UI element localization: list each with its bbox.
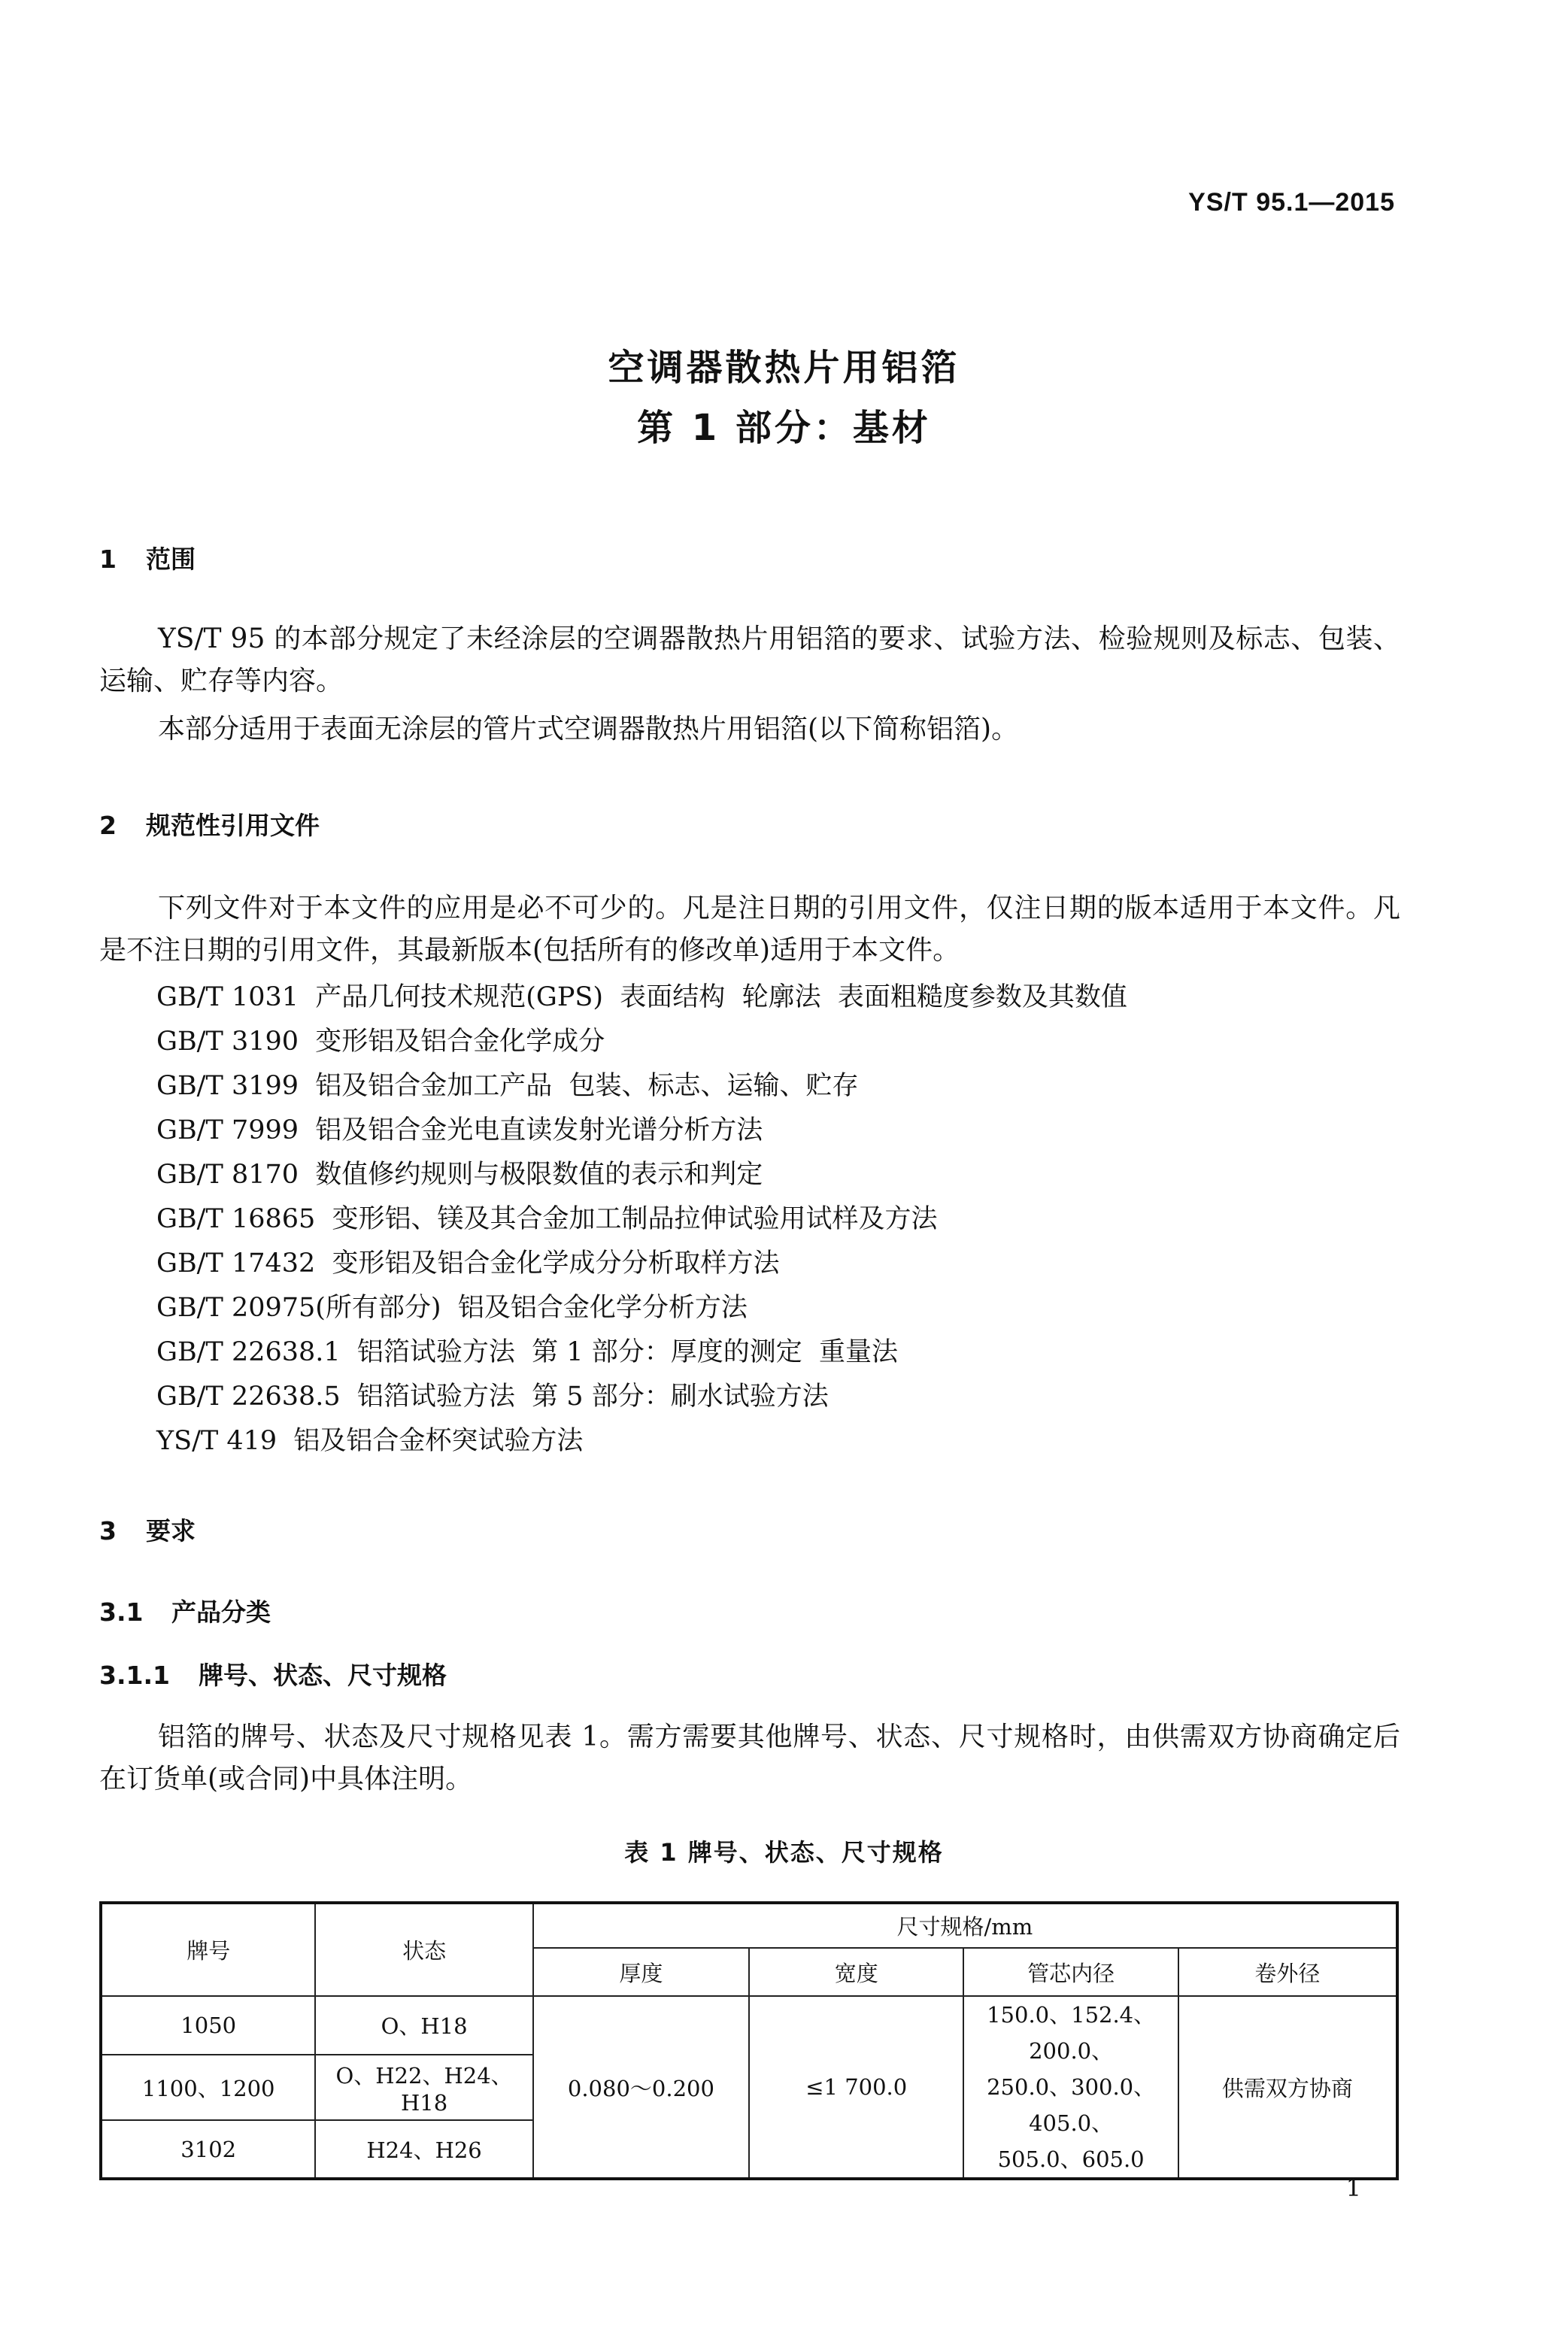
section-3-1-1-paragraph: 铝箔的牌号、状态及尺寸规格见表 1。需方需要其他牌号、状态、尺寸规格时，由供需双方协商确定后在订货单(或合同)中具体注明。 <box>99 1722 1400 1794</box>
header-core-inner-diameter: 管芯内径 <box>963 1948 1178 1996</box>
core-diameter-line: 150.0、152.4、200.0、 <box>987 2002 1156 2064</box>
document-subtitle: 第 1 部分：基材 <box>637 407 931 449</box>
header-width: 宽度 <box>749 1948 963 1996</box>
cell-thickness: 0.080～0.200 <box>533 1996 749 2179</box>
section-title: 规范性引用文件 <box>146 811 320 840</box>
spec-table <box>99 1901 1399 2180</box>
reference-item: GB/T 8170 数值修约规则与极限数值的表示和判定 <box>156 1160 763 1190</box>
cell-grade: 1050 <box>101 1996 315 2055</box>
header-temper: 状态 <box>315 1903 532 1996</box>
section-number: 2 <box>99 811 117 840</box>
cell-core-inner-diameter <box>963 1996 1178 2179</box>
table-caption: 表 1 牌号、状态、尺寸规格 <box>624 1838 944 1867</box>
section-number: 3.1 <box>99 1597 144 1627</box>
section-title: 范围 <box>146 545 196 574</box>
section-number: 3.1.1 <box>99 1661 170 1690</box>
reference-item: GB/T 3199 铝及铝合金加工产品 包装、标志、运输、贮存 <box>156 1071 859 1101</box>
cell-grade: 3102 <box>101 2120 315 2179</box>
reference-item: GB/T 22638.1 铝箔试验方法 第 1 部分：厚度的测定 重量法 <box>156 1337 898 1367</box>
table-row <box>101 1996 1397 2055</box>
cell-coil-outer-diameter: 供需双方协商 <box>1178 1996 1397 2179</box>
cell-temper: O、H22、H24、H18 <box>315 2055 532 2121</box>
header-thickness: 厚度 <box>533 1948 749 1996</box>
cell-temper: H24、H26 <box>315 2120 532 2179</box>
header-coil-outer-diameter: 卷外径 <box>1178 1948 1397 1996</box>
reference-item: GB/T 20975(所有部分) 铝及铝合金化学分析方法 <box>156 1293 748 1323</box>
section-number: 1 <box>99 545 117 574</box>
reference-item: GB/T 1031 产品几何技术规范(GPS) 表面结构 轮廓法 表面粗糙度参数及其数值 <box>156 982 1127 1012</box>
section-1-paragraph-1: YS/T 95 的本部分规定了未经涂层的空调器散热片用铝箔的要求、试验方法、检验规则及标志、包装、运输、贮存等内容。 <box>99 623 1400 696</box>
section-title: 牌号、状态、尺寸规格 <box>199 1661 447 1690</box>
reference-item: GB/T 3190 变形铝及铝合金化学成分 <box>156 1027 605 1057</box>
cell-width: ≤1 700.0 <box>749 1996 963 2179</box>
core-diameter-line: 505.0、605.0 <box>997 2146 1145 2172</box>
section-3-1-heading <box>99 1593 271 1628</box>
section-2-paragraph-1: 下列文件对于本文件的应用是必不可少的。凡是注日期的引用文件，仅注日期的版本适用于本文件。凡是不注日期的引用文件，其最新版本(包括所有的修改单)适用于本文件。 <box>99 893 1400 966</box>
page-number: 1 <box>1345 2174 1361 2202</box>
reference-item: GB/T 16865 变形铝、镁及其合金加工制品拉伸试验用试样及方法 <box>156 1204 938 1234</box>
document-title: 空调器散热片用铝箔 <box>608 347 960 389</box>
header-size-group: 尺寸规格/mm <box>533 1903 1397 1948</box>
section-1-heading <box>99 540 196 575</box>
reference-item: YS/T 419 铝及铝合金杯突试验方法 <box>156 1426 584 1456</box>
section-2-heading <box>99 806 320 842</box>
section-number: 3 <box>99 1516 117 1546</box>
section-title: 产品分类 <box>171 1597 271 1627</box>
standard-number: YS/T 95.1—2015 <box>1188 188 1395 217</box>
section-3-1-1-heading <box>99 1656 447 1691</box>
reference-item: GB/T 7999 铝及铝合金光电直读发射光谱分析方法 <box>156 1115 763 1145</box>
reference-item: GB/T 17432 变形铝及铝合金化学成分分析取样方法 <box>156 1248 780 1279</box>
reference-item: GB/T 22638.5 铝箔试验方法 第 5 部分：刷水试验方法 <box>156 1382 829 1412</box>
section-title: 要求 <box>146 1516 196 1546</box>
cell-grade: 1100、1200 <box>101 2055 315 2121</box>
section-1-paragraph-2: 本部分适用于表面无涂层的管片式空调器散热片用铝箔(以下简称铝箔)。 <box>158 714 1019 745</box>
section-3-heading <box>99 1512 196 1547</box>
header-grade: 牌号 <box>101 1903 315 1996</box>
core-diameter-line: 250.0、300.0、405.0、 <box>987 2074 1156 2136</box>
cell-temper: O、H18 <box>315 1996 532 2055</box>
